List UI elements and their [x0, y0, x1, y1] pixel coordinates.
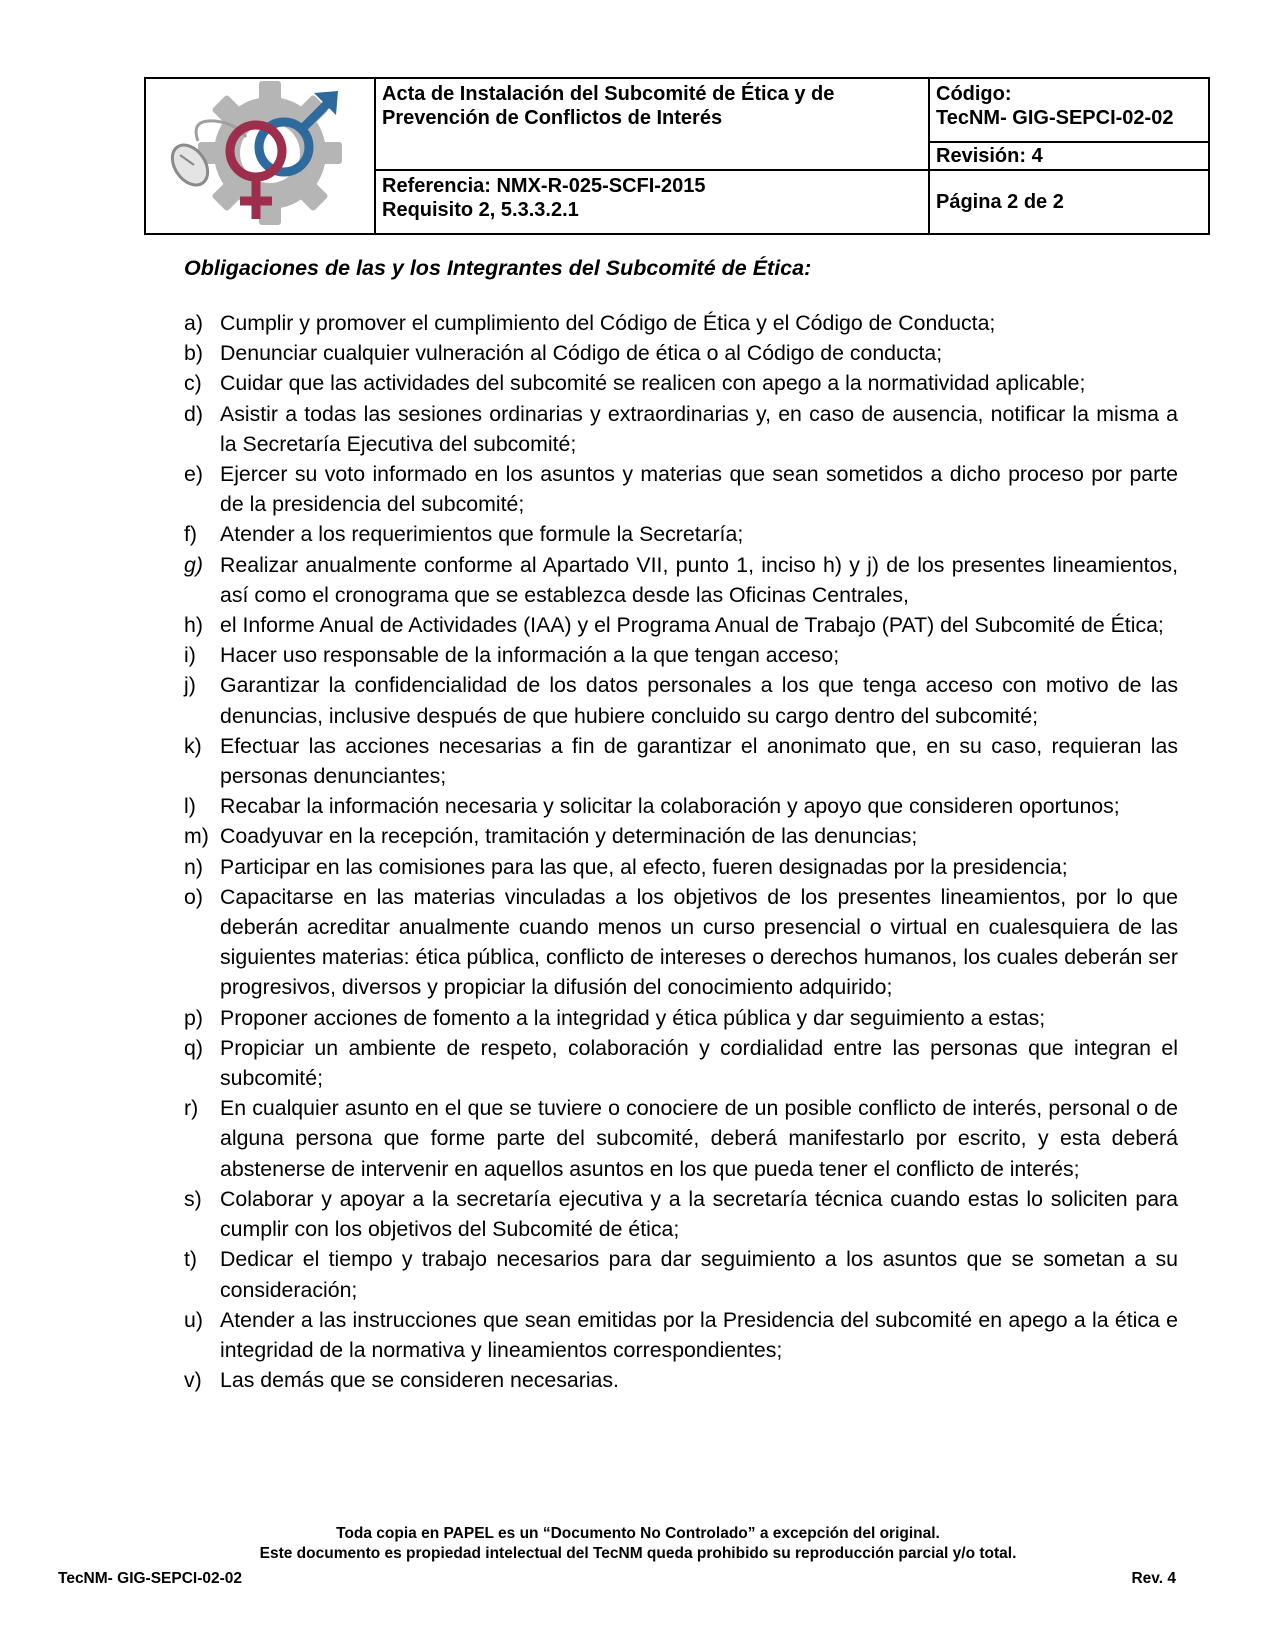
list-item-letter: c)	[184, 371, 202, 396]
list-item-letter: g)	[184, 552, 203, 577]
list-item-text: Ejercer su voto informado en los asuntos y materias que sean sometidos a dicho proceso por parte de la presidencia del subcomité;	[220, 462, 1178, 517]
list-item-letter: b)	[184, 341, 203, 366]
list-item-letter: k)	[184, 733, 202, 758]
list-item	[184, 399, 1178, 459]
list-item-letter: v)	[184, 1368, 202, 1393]
list-item-letter: u)	[184, 1307, 203, 1332]
list-item-text: Las demás que se consideren necesarias.	[220, 1368, 619, 1393]
list-item-text: Atender a los requerimientos que formule la Secretaría;	[220, 522, 744, 547]
revision-value: Revisión: 4	[936, 145, 1043, 167]
list-item-letter: r)	[184, 1096, 199, 1121]
logo-cell	[145, 78, 375, 234]
document-title-line1: Acta de Instalación del Subcomité de Ética y de	[382, 83, 835, 105]
list-item	[184, 1093, 1178, 1184]
list-item	[184, 1365, 1178, 1395]
list-item	[184, 821, 1178, 851]
page-number-cell	[929, 170, 1209, 234]
document-title-line2: Prevención de Conflictos de Interés	[382, 107, 723, 129]
list-item	[184, 670, 1178, 730]
list-item-letter: j)	[184, 673, 196, 698]
list-item	[184, 459, 1178, 519]
list-item-letter: a)	[184, 311, 203, 335]
list-item-text: Dedicar el tiempo y trabajo necesarios para dar seguimiento a los asuntos que se sometan a su consideración;	[220, 1247, 1178, 1302]
list-item	[184, 1003, 1178, 1033]
list-item-letter: i)	[184, 643, 196, 668]
reference-cell	[375, 170, 929, 234]
reference-line2: Requisito 2, 5.3.3.2.1	[382, 199, 579, 221]
list-item-letter: m)	[184, 824, 209, 849]
list-item-text: Denunciar cualquier vulneración al Código de ética o al Código de conducta;	[220, 341, 943, 366]
list-item	[184, 640, 1178, 670]
list-item-text: Coadyuvar en la recepción, tramitación y determinación de las denuncias;	[220, 824, 918, 849]
list-item-text: Cumplir y promover el cumplimiento del Código de Ética y el Código de Conducta;	[220, 311, 996, 335]
list-item	[184, 610, 1178, 640]
list-item	[184, 882, 1178, 1003]
list-item-letter: n)	[184, 854, 203, 879]
list-item-text: Garantizar la confidencialidad de los datos personales a los que tenga acceso con motivo de las denuncias, inclusive después de que hubiere concluido su cargo dentro del subcomité;	[220, 673, 1178, 728]
list-item	[184, 1244, 1178, 1304]
list-item-letter: d)	[184, 401, 203, 426]
gender-gear-logo-icon	[160, 79, 360, 227]
list-item-text: Recabar la información necesaria y solicitar la colaboración y apoyo que consideren oportunos;	[220, 794, 1120, 819]
list-item-text: Hacer uso responsable de la información a la que tengan acceso;	[220, 643, 840, 668]
list-item-text: Participar en las comisiones para las que, al efecto, fueren designadas por la presidencia;	[220, 854, 1068, 879]
list-item-text: Propiciar un ambiente de respeto, colaboración y cordialidad entre las personas que integran el subcomité;	[220, 1035, 1178, 1091]
document-title-cell	[375, 78, 929, 170]
obligations-list	[184, 308, 1178, 1395]
list-item-letter: o)	[184, 884, 203, 909]
list-item	[184, 368, 1178, 398]
list-item-text: Realizar anualmente conforme al Apartado VII, punto 1, inciso h) y j) de los presentes lineamientos, así como el cronograma que se establezca desde las Oficinas Centrales,	[220, 552, 1178, 607]
footer-revision: Rev. 4	[1131, 1570, 1176, 1587]
list-item-letter: h)	[184, 613, 203, 638]
list-item	[184, 791, 1178, 821]
code-label: Código:	[936, 83, 1012, 105]
list-item-letter: s)	[184, 1186, 202, 1211]
code-value: TecNM- GIG-SEPCI-02-02	[936, 107, 1174, 129]
list-item-letter: l)	[184, 794, 196, 819]
list-item-letter: p)	[184, 1005, 203, 1030]
list-item	[184, 308, 1178, 338]
footer-document-code: TecNM- GIG-SEPCI-02-02	[58, 1570, 243, 1587]
list-item-letter: t)	[184, 1247, 198, 1272]
document-header	[144, 77, 1210, 235]
list-item-text: Colaborar y apoyar a la secretaría ejecutiva y a la secretaría técnica cuando estas lo soliciten para cumplir con los objetivos del Subcomité de ética;	[220, 1186, 1178, 1242]
revision-cell	[929, 142, 1209, 170]
list-item	[184, 852, 1178, 882]
list-item-text: el Informe Anual de Actividades (IAA) y el Programa Anual de Trabajo (PAT) del Subcomité de Ética;	[220, 613, 1164, 638]
footer-notice-line2: Este documento es propiedad intelectual del TecNM queda prohibido su reproducción parcial y/o total.	[259, 1545, 1017, 1562]
list-item	[184, 519, 1178, 549]
list-item	[184, 1305, 1178, 1365]
list-item	[184, 731, 1178, 791]
list-item-text: Asistir a todas las sesiones ordinarias y extraordinarias y, en caso de ausencia, notificar la misma a la Secretaría Ejecutiva del subcomité;	[220, 401, 1178, 456]
reference-line1: Referencia: NMX-R-025-SCFI-2015	[382, 175, 706, 197]
code-cell	[929, 78, 1209, 142]
list-item	[184, 338, 1178, 368]
list-item-text: Cuidar que las actividades del subcomité se realicen con apego a la normatividad aplicable;	[220, 371, 1086, 396]
list-item-text: Efectuar las acciones necesarias a fin de garantizar el anonimato que, en su caso, requieran las personas denunciantes;	[220, 733, 1178, 789]
list-item-text: Atender a las instrucciones que sean emitidas por la Presidencia del subcomité en apego a la ética e integridad de la normativa y lineamientos correspondientes;	[220, 1307, 1178, 1362]
page-number: Página 2 de 2	[936, 191, 1064, 213]
list-item	[184, 1033, 1178, 1093]
list-item-letter: e)	[184, 462, 203, 487]
footer-notice-line1: Toda copia en PAPEL es un “Documento No Controlado” a excepción del original.	[336, 1525, 940, 1542]
list-item	[184, 1184, 1178, 1244]
section-title: Obligaciones de las y los Integrantes del Subcomité de Ética:	[184, 256, 812, 280]
list-item-letter: f)	[184, 522, 198, 547]
list-item	[184, 550, 1178, 610]
list-item-text: Proponer acciones de fomento a la integridad y ética pública y dar seguimiento a estas;	[220, 1005, 1046, 1030]
list-item-text: Capacitarse en las materias vinculadas a los objetivos de los presentes lineamientos, por lo que deberán acreditar anualmente cuando menos un curso presencial o virtual en cualesquiera de las siguientes materias: ética pública, conflicto de intereses o derechos humanos, los cuales deberán ser progresivos, diversos y propiciar la difusión del conocimiento adquirido;	[220, 884, 1178, 1000]
list-item-letter: q)	[184, 1035, 203, 1060]
list-item-text: En cualquier asunto en el que se tuviere o conociere de un posible conflicto de interés, personal o de alguna persona que forme parte del subcomité, deberá manifestarlo por escrito, y esta deberá abstenerse de intervenir en aquellos asuntos en los que pueda tener el conflicto de interés;	[220, 1096, 1178, 1181]
